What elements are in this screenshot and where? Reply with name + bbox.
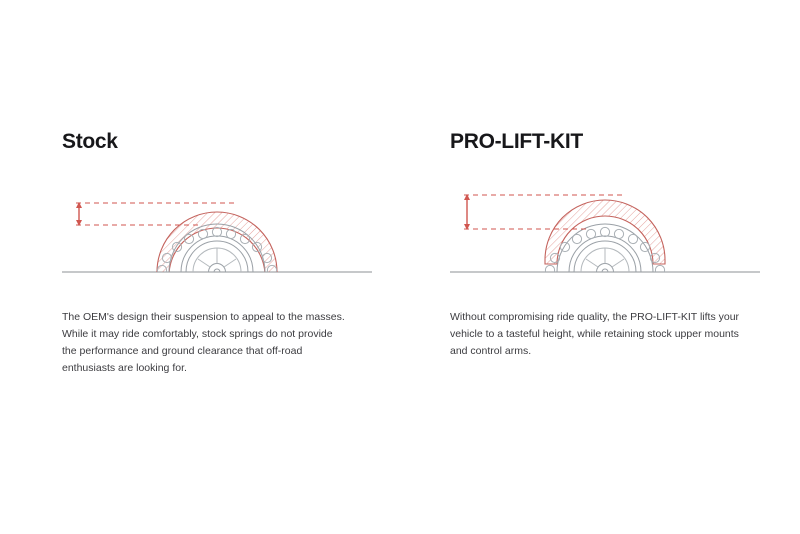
panel-body-pro-lift-kit: Without compromising ride quality, the PRO-LIFT-KIT lifts your vehicle to a tasteful height, while retaining stock upper mounts and control arms. <box>450 311 740 358</box>
panel-title-pro-lift-kit: PRO-LIFT-KIT <box>450 130 583 153</box>
panel-title-stock: Stock <box>62 130 118 153</box>
panel-stock <box>62 130 372 388</box>
panel-pro-lift-kit <box>450 130 760 371</box>
fender-arch <box>157 212 277 276</box>
panel-body-stock: The OEM's design their suspension to appeal to the masses. While it may ride comfortably, stock springs do not provide the performance and ground clearance that off-road enthusiasts are looking for. <box>62 311 345 375</box>
figure-stock <box>62 173 372 288</box>
figure-pro-lift-kit <box>450 173 760 288</box>
